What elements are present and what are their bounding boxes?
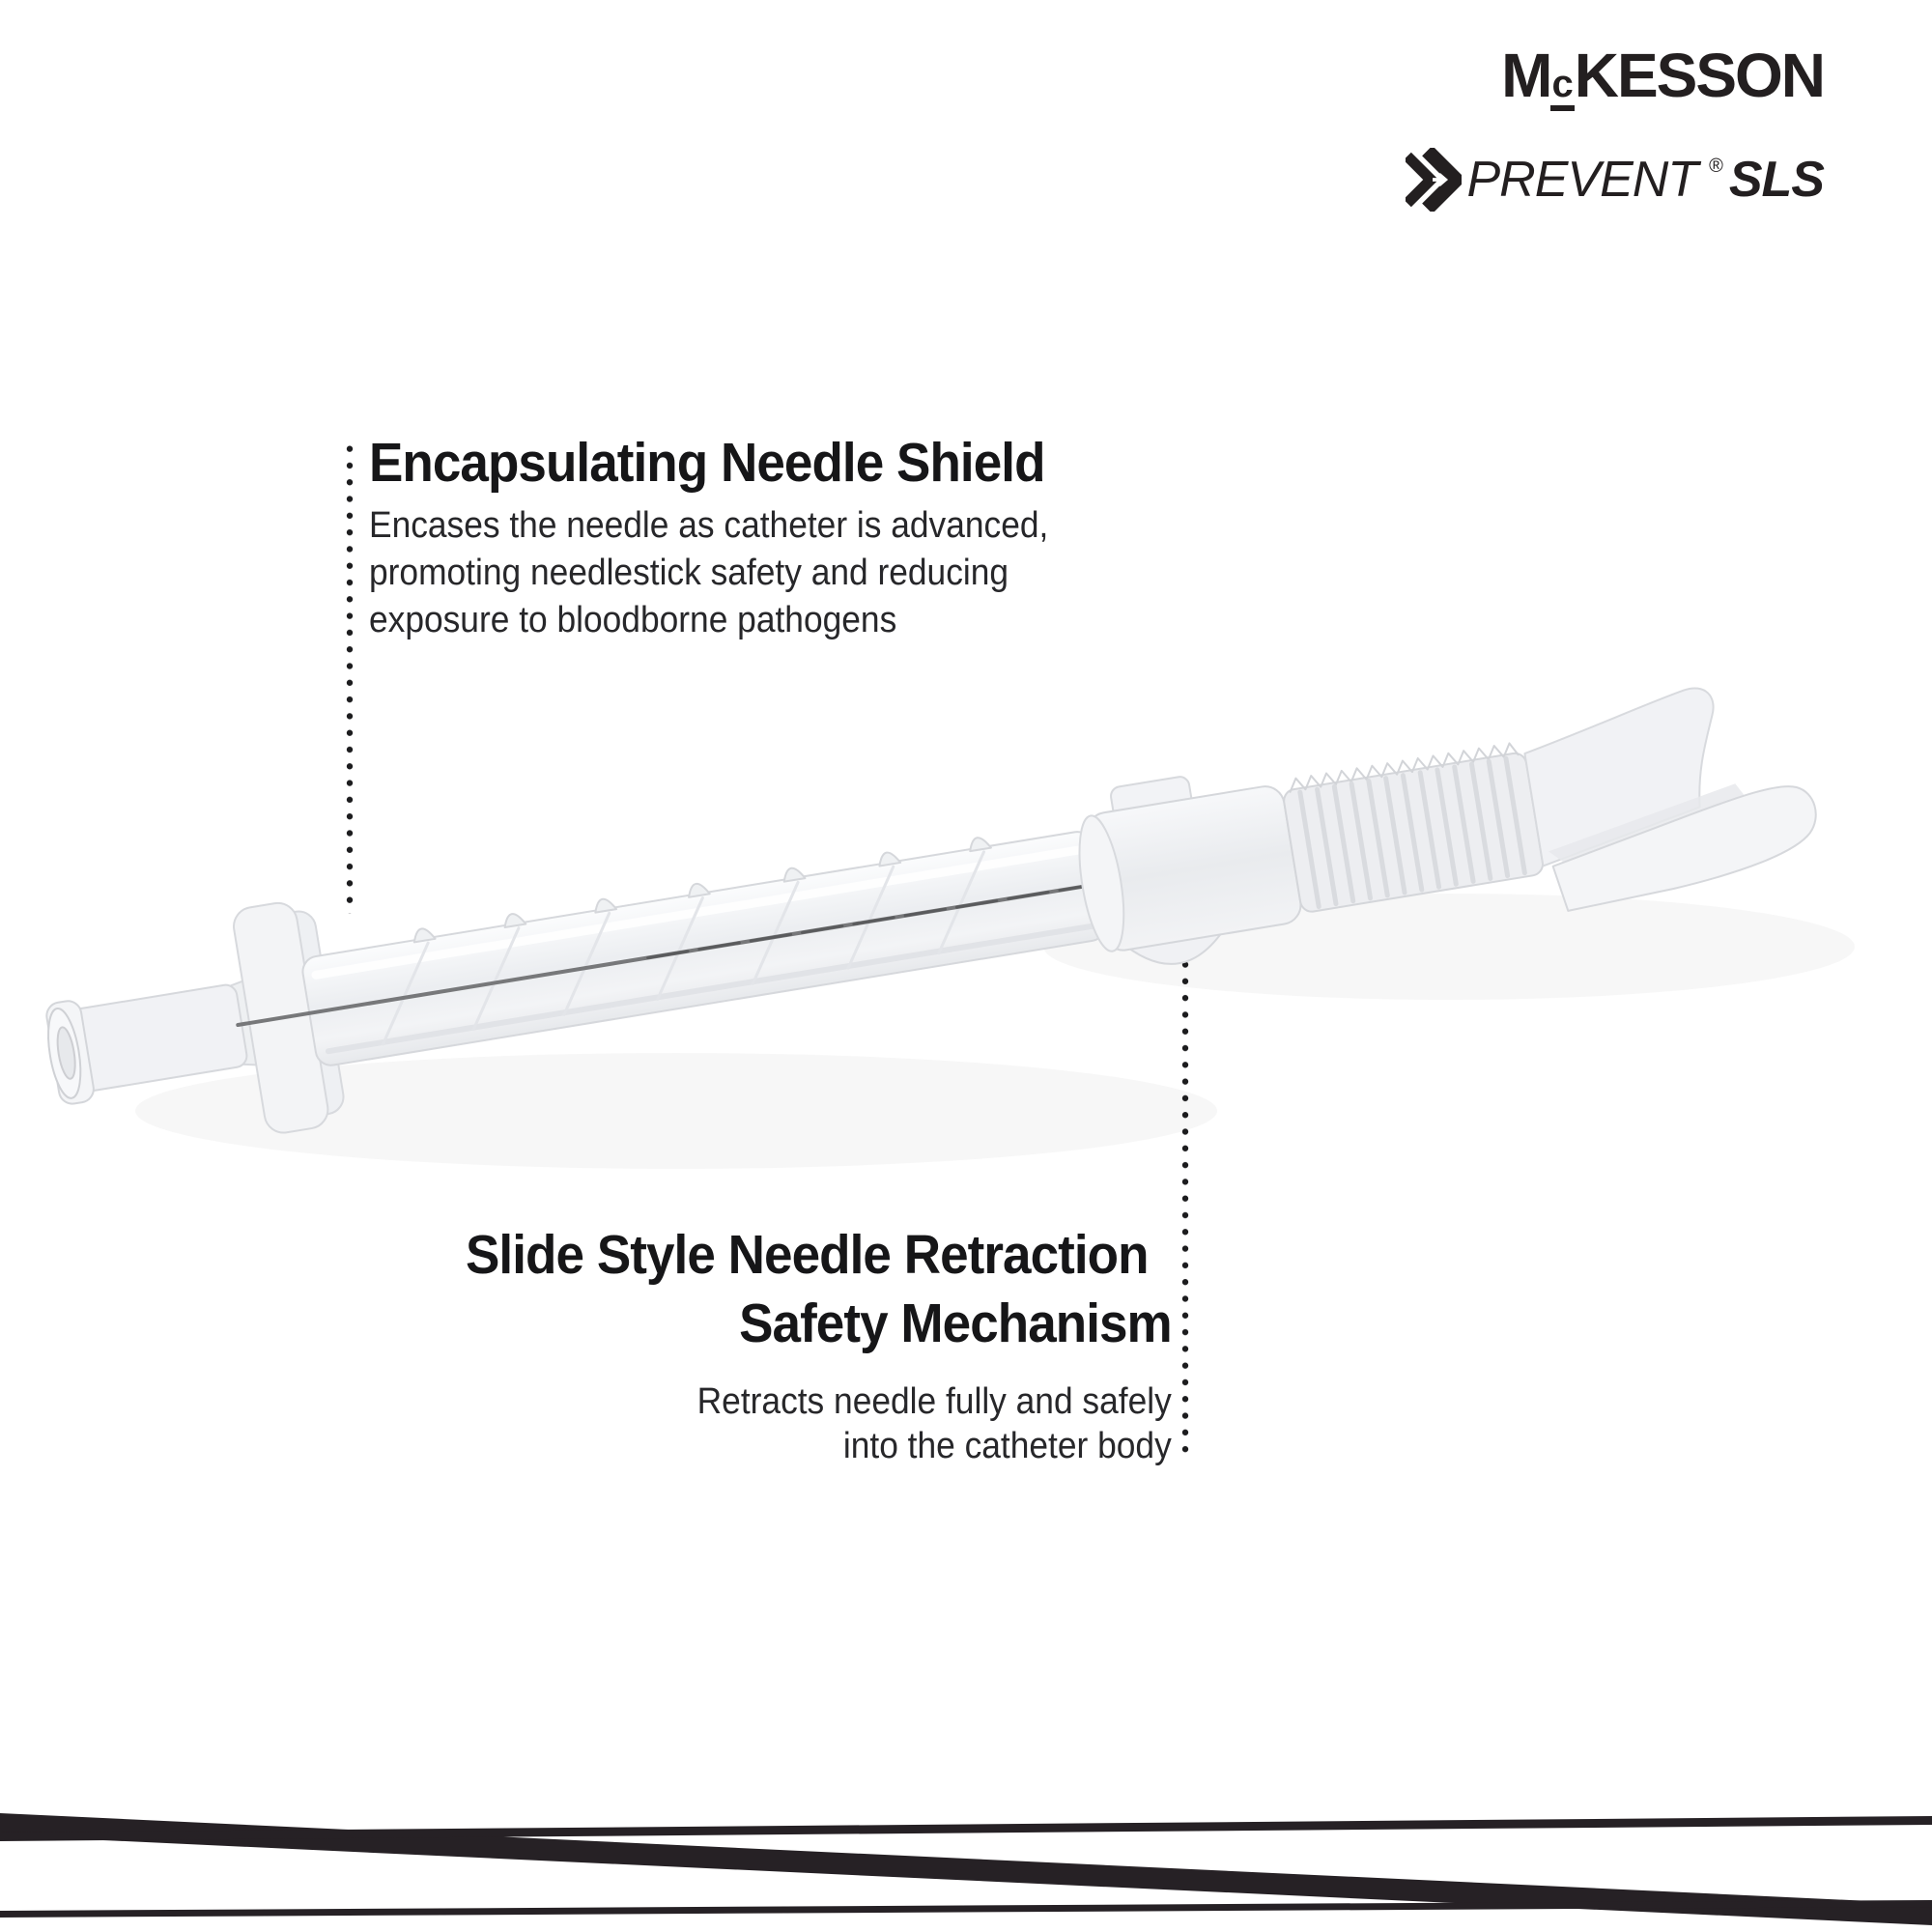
- wordmark-kesson: KESSON: [1574, 41, 1824, 110]
- wordmark-underlined-c: c: [1550, 63, 1574, 111]
- registered-trademark-symbol: ®: [1709, 155, 1723, 177]
- callout-body-line: into the catheter body: [843, 1426, 1172, 1466]
- product-name-prevent: PREVENT: [1466, 152, 1698, 208]
- callout-body-line: Encases the needle as catheter is advanced,: [369, 505, 1049, 546]
- bottom-stripe-motif: [0, 1813, 1932, 1925]
- callout-title-line: Safety Mechanism: [739, 1293, 1172, 1354]
- callout-body-line: promoting needlestick safety and reducing: [369, 553, 1009, 593]
- callout-title-line: Slide Style Needle Retraction: [466, 1224, 1149, 1286]
- wordmark-m: M: [1501, 41, 1551, 110]
- callout-title: Encapsulating Needle Shield: [369, 432, 1045, 494]
- luer-cylinder: [68, 983, 249, 1093]
- callout-body-line: Retracts needle fully and safely: [696, 1381, 1172, 1422]
- product-name-sls: SLS: [1728, 152, 1824, 208]
- callout-body-line: exposure to bloodborne pathogens: [369, 600, 897, 640]
